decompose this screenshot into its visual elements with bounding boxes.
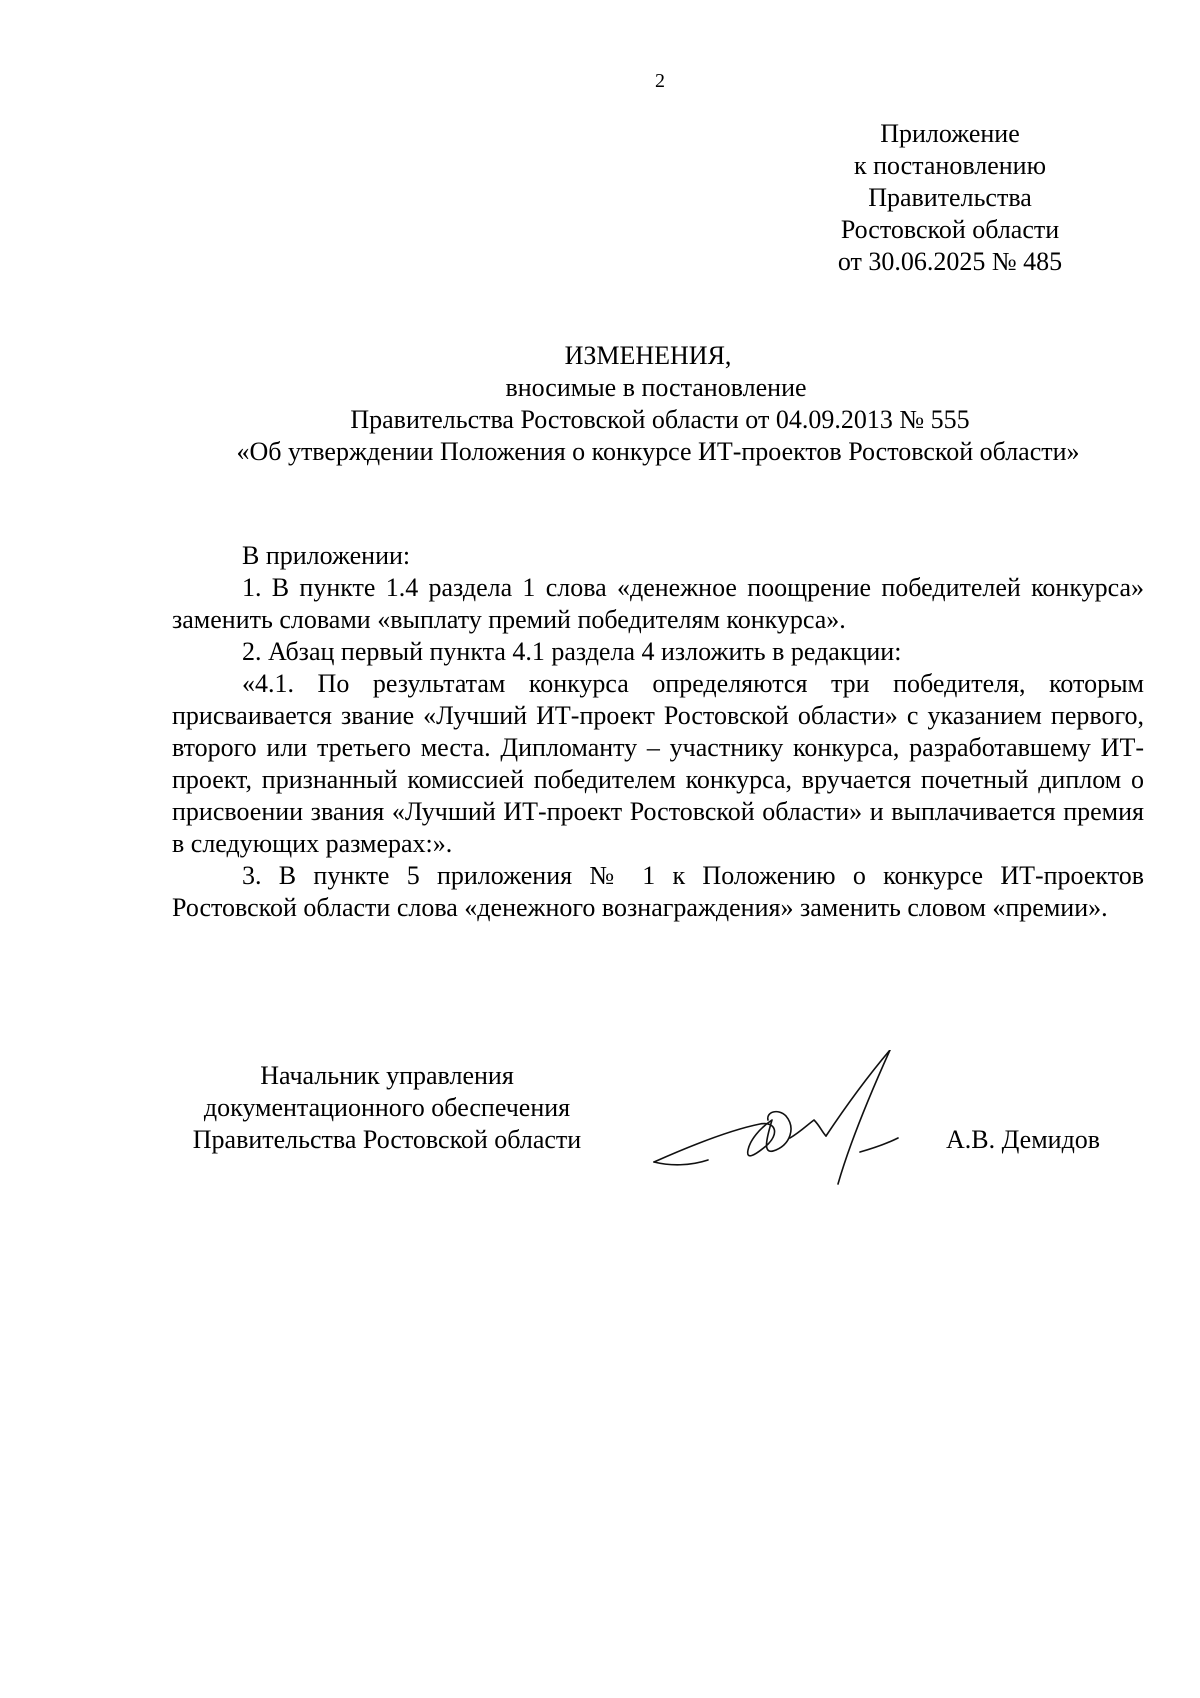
page-number: 2 <box>655 70 665 92</box>
body-paragraph: В приложении: <box>242 541 411 570</box>
signatory-title <box>172 1060 602 1156</box>
document-subtitle-line: вносимые в постановление <box>505 373 807 402</box>
appendix-line: Правительства <box>868 183 1032 212</box>
appendix-line: к постановлению <box>853 151 1047 180</box>
document-subtitle-line: «Об утверждении Положения о конкурсе ИТ-проектов Ростовской области» <box>236 437 1080 466</box>
body-paragraph: 1. В пункте 1.4 раздела 1 слова «денежное поощрение победителей конкурса» заменить словами «выплату премий победителям конкурса». <box>172 573 1144 634</box>
appendix-stamp <box>800 118 1100 278</box>
document-title: ИЗМЕНЕНИЯ, <box>564 341 732 370</box>
body-paragraph: «4.1. По результатам конкурса определяются три победителя, которым присваивается звание «Лучший ИТ-проект Ростовской области» с указанием первого, второго или третьего места. Дипломанту – участнику конкурса, разработавшему ИТ-проект, признанный комиссией победителем конкурса, вручается почетный диплом о присвоении звания «Лучший ИТ-проект Ростовской области» и выплачивается премия в следующих размерах:». <box>172 669 1144 858</box>
appendix-line: Приложение <box>880 119 1020 148</box>
signatory-title-line: Правительства Ростовской области <box>192 1125 582 1154</box>
handwritten-signature <box>650 1050 930 1210</box>
appendix-line: Ростовской области <box>840 215 1060 244</box>
body-paragraph: 3. В пункте 5 приложения № 1 к Положению о конкурсе ИТ-проектов Ростовской области слова «денежного вознаграждения» заменить словом «премии». <box>172 861 1144 922</box>
appendix-line: от 30.06.2025 № 485 <box>837 247 1063 276</box>
signatory-name: А.В. Демидов <box>946 1125 1101 1154</box>
document-subtitle-line: Правительства Ростовской области от 04.09.2013 № 555 <box>350 405 970 434</box>
signatory-title-line: Начальник управления <box>260 1061 514 1090</box>
document-heading <box>0 340 1200 468</box>
body-paragraph: 2. Абзац первый пункта 4.1 раздела 4 изложить в редакции: <box>242 637 902 666</box>
document-body <box>172 540 1144 924</box>
signatory-title-line: документационного обеспечения <box>203 1093 571 1122</box>
